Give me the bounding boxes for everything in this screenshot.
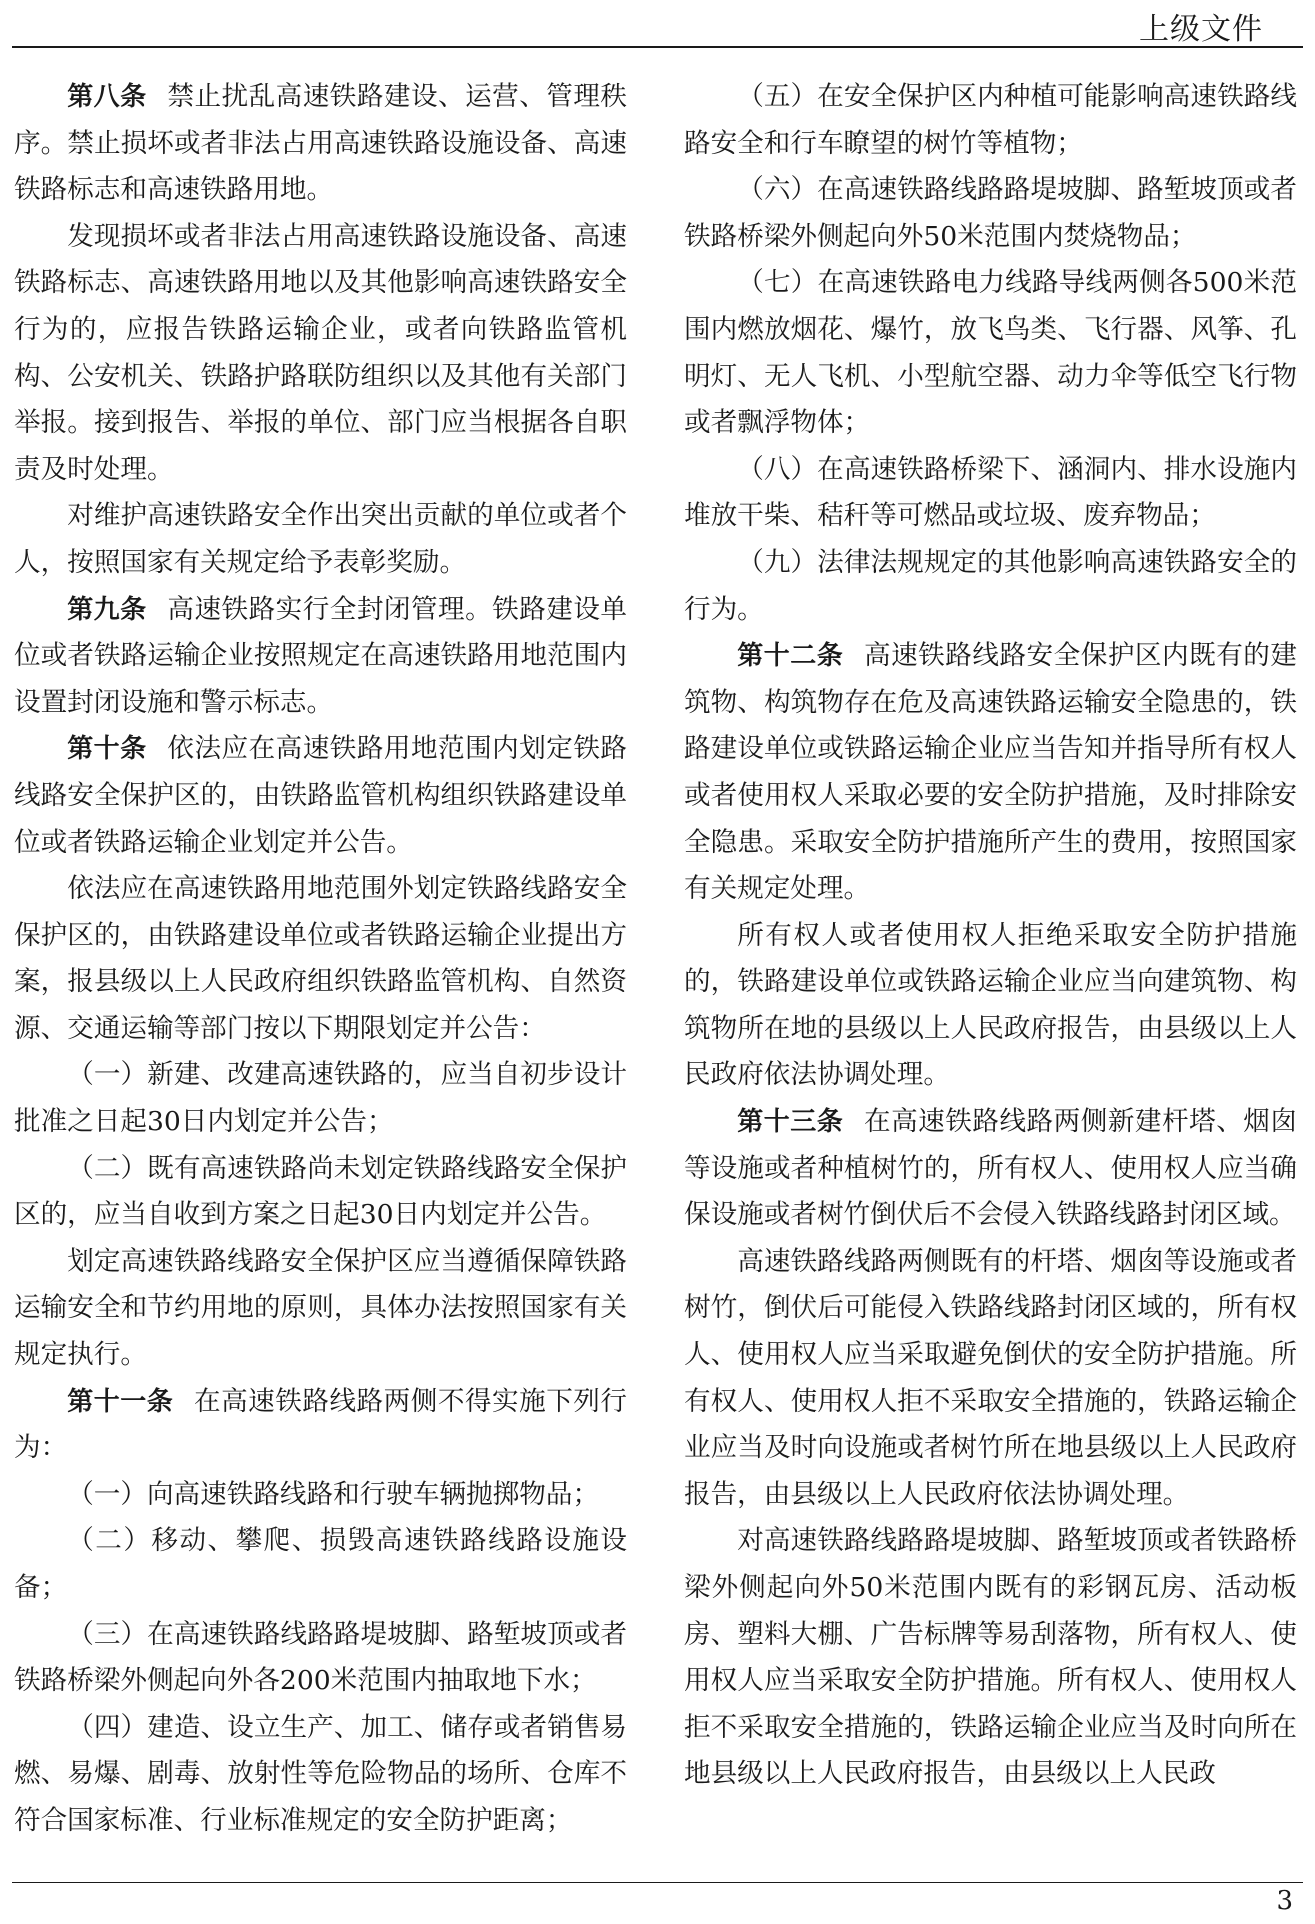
paragraph-text: （二）移动、攀爬、损毁高速铁路线路设施设备； <box>14 1525 627 1603</box>
body-paragraph <box>14 1612 627 1705</box>
body-paragraph <box>14 214 627 494</box>
body-paragraph <box>14 1705 627 1845</box>
paragraph-text: （七）在高速铁路电力线路导线两侧各500米范围内燃放烟花、爆竹，放飞鸟类、飞行器、风筝、孔明灯、无人飞机、小型航空器、动力伞等低空飞行物或者飘浮物体； <box>684 267 1297 439</box>
article-paragraph <box>14 587 627 727</box>
body-paragraph <box>684 913 1297 1099</box>
paragraph-text: （八）在高速铁路桥梁下、涵洞内、排水设施内堆放干柴、秸秆等可燃品或垃圾、废弃物品； <box>684 453 1297 532</box>
paragraph-text: （六）在高速铁路线路路堤坡脚、路堑坡顶或者铁路桥梁外侧起向外50米范围内焚烧物品； <box>684 174 1297 252</box>
body-paragraph <box>684 74 1297 167</box>
article-number: 第十二条 <box>737 641 844 672</box>
article-paragraph <box>684 1099 1297 1239</box>
paragraph-text: 高速铁路线路安全保护区内既有的建筑物、构筑物存在危及高速铁路运输安全隐患的，铁路建设单位或铁路运输企业应当告知并指导所有权人或者使用权人采取必要的安全防护措施，及时排除安全隐患。采取安全防护措施所产生的费用，按照国家有关规定处理。 <box>684 640 1297 905</box>
body-paragraph <box>14 1239 627 1379</box>
paragraph-text: （二）既有高速铁路尚未划定铁路线路安全保护区的，应当自收到方案之日起30日内划定并公告。 <box>14 1152 627 1231</box>
article-number: 第九条 <box>67 594 147 625</box>
paragraph-text: 依法应在高速铁路用地范围内划定铁路线路安全保护区的，由铁路监管机构组织铁路建设单位或者铁路运输企业划定并公告。 <box>14 733 627 858</box>
paragraph-text: 对维护高速铁路安全作出突出贡献的单位或者个人，按照国家有关规定给予表彰奖励。 <box>14 500 627 578</box>
article-paragraph <box>14 1379 627 1472</box>
body-paragraph <box>14 1146 627 1239</box>
body-paragraph <box>684 167 1297 260</box>
body-paragraph <box>684 447 1297 540</box>
body-paragraph <box>684 540 1297 633</box>
right-column <box>684 74 1297 1798</box>
paragraph-text: 在高速铁路线路两侧新建杆塔、烟囱等设施或者种植树竹的，所有权人、使用权人应当确保设施或者树竹倒伏后不会侵入铁路线路封闭区域。 <box>684 1106 1297 1231</box>
body-paragraph <box>14 1518 627 1611</box>
paragraph-text: （五）在安全保护区内种植可能影响高速铁路线路安全和行车瞭望的树竹等植物； <box>684 81 1297 159</box>
paragraph-text: 对高速铁路线路路堤坡脚、路堑坡顶或者铁路桥梁外侧起向外50米范围内既有的彩钢瓦房、活动板房、塑料大棚、广告标牌等易刮落物，所有权人、使用权人应当采取安全防护措施。所有权人、使用权人拒不采取安全措施的，铁路运输企业应当及时向所在地县级以上人民政府报告，由县级以上人民政 <box>684 1525 1297 1790</box>
paragraph-text: （一）新建、改建高速铁路的，应当自初步设计批准之日起30日内划定并公告； <box>14 1059 627 1138</box>
paragraph-text: 禁止扰乱高速铁路建设、运营、管理秩序。禁止损坏或者非法占用高速铁路设施设备、高速铁路标志和高速铁路用地。 <box>14 81 627 206</box>
page-number: 3 <box>1276 1886 1293 1916</box>
paragraph-text: （一）向高速铁路线路和行驶车辆抛掷物品； <box>67 1478 600 1510</box>
body-paragraph <box>14 1472 627 1519</box>
paragraph-text: 划定高速铁路线路安全保护区应当遵循保障铁路运输安全和节约用地的原则，具体办法按照国家有关规定执行。 <box>14 1245 627 1371</box>
paragraph-text: 依法应在高速铁路用地范围外划定铁路线路安全保护区的，由铁路建设单位或者铁路运输企业提出方案，报县级以上人民政府组织铁路监管机构、自然资源、交通运输等部门按以下期限划定并公告： <box>14 873 627 1044</box>
article-paragraph <box>14 726 627 866</box>
body-paragraph <box>684 260 1297 446</box>
header-title: 上级文件 <box>1139 12 1263 47</box>
paragraph-text: （九）法律法规规定的其他影响高速铁路安全的行为。 <box>684 546 1297 625</box>
body-paragraph <box>684 1518 1297 1798</box>
paragraph-text: （四）建造、设立生产、加工、储存或者销售易燃、易爆、剧毒、放射性等危险物品的场所、仓库不符合国家标准、行业标准规定的安全防护距离； <box>14 1711 627 1836</box>
paragraph-text: 所有权人或者使用权人拒绝采取安全防护措施的，铁路建设单位或铁路运输企业应当向建筑物、构筑物所在地的县级以上人民政府报告，由县级以上人民政府依法协调处理。 <box>684 919 1297 1091</box>
body-paragraph <box>684 1239 1297 1519</box>
article-paragraph <box>684 633 1297 913</box>
paragraph-text: 高速铁路实行全封闭管理。铁路建设单位或者铁路运输企业按照规定在高速铁路用地范围内设置封闭设施和警示标志。 <box>14 593 627 718</box>
article-number: 第十条 <box>67 734 147 765</box>
paragraph-text: 在高速铁路线路两侧不得实施下列行为： <box>14 1385 627 1464</box>
article-number: 第八条 <box>67 82 147 112</box>
article-number: 第十三条 <box>737 1107 844 1138</box>
left-column <box>14 74 627 1845</box>
article-number: 第十一条 <box>67 1386 174 1417</box>
body-paragraph <box>14 866 627 1052</box>
paragraph-text: （三）在高速铁路线路路堤坡脚、路堑坡顶或者铁路桥梁外侧起向外各200米范围内抽取地下水； <box>14 1618 627 1697</box>
header-divider <box>12 46 1303 48</box>
paragraph-text: 发现损坏或者非法占用高速铁路设施设备、高速铁路标志、高速铁路用地以及其他影响高速铁路安全行为的，应报告铁路运输企业，或者向铁路监管机构、公安机关、铁路护路联防组织以及其他有关部门举报。接到报告、举报的单位、部门应当根据各自职责及时处理。 <box>14 220 627 485</box>
body-paragraph <box>14 493 627 586</box>
footer-divider <box>12 1882 1303 1883</box>
article-paragraph <box>14 74 627 214</box>
paragraph-text: 高速铁路线路两侧既有的杆塔、烟囱等设施或者树竹，倒伏后可能侵入铁路线路封闭区域的，所有权人、使用权人应当采取避免倒伏的安全防护措施。所有权人、使用权人拒不采取安全措施的，铁路运输企业应当及时向设施或者树竹所在地县级以上人民政府报告，由县级以上人民政府依法协调处理。 <box>684 1245 1297 1510</box>
body-paragraph <box>14 1052 627 1145</box>
